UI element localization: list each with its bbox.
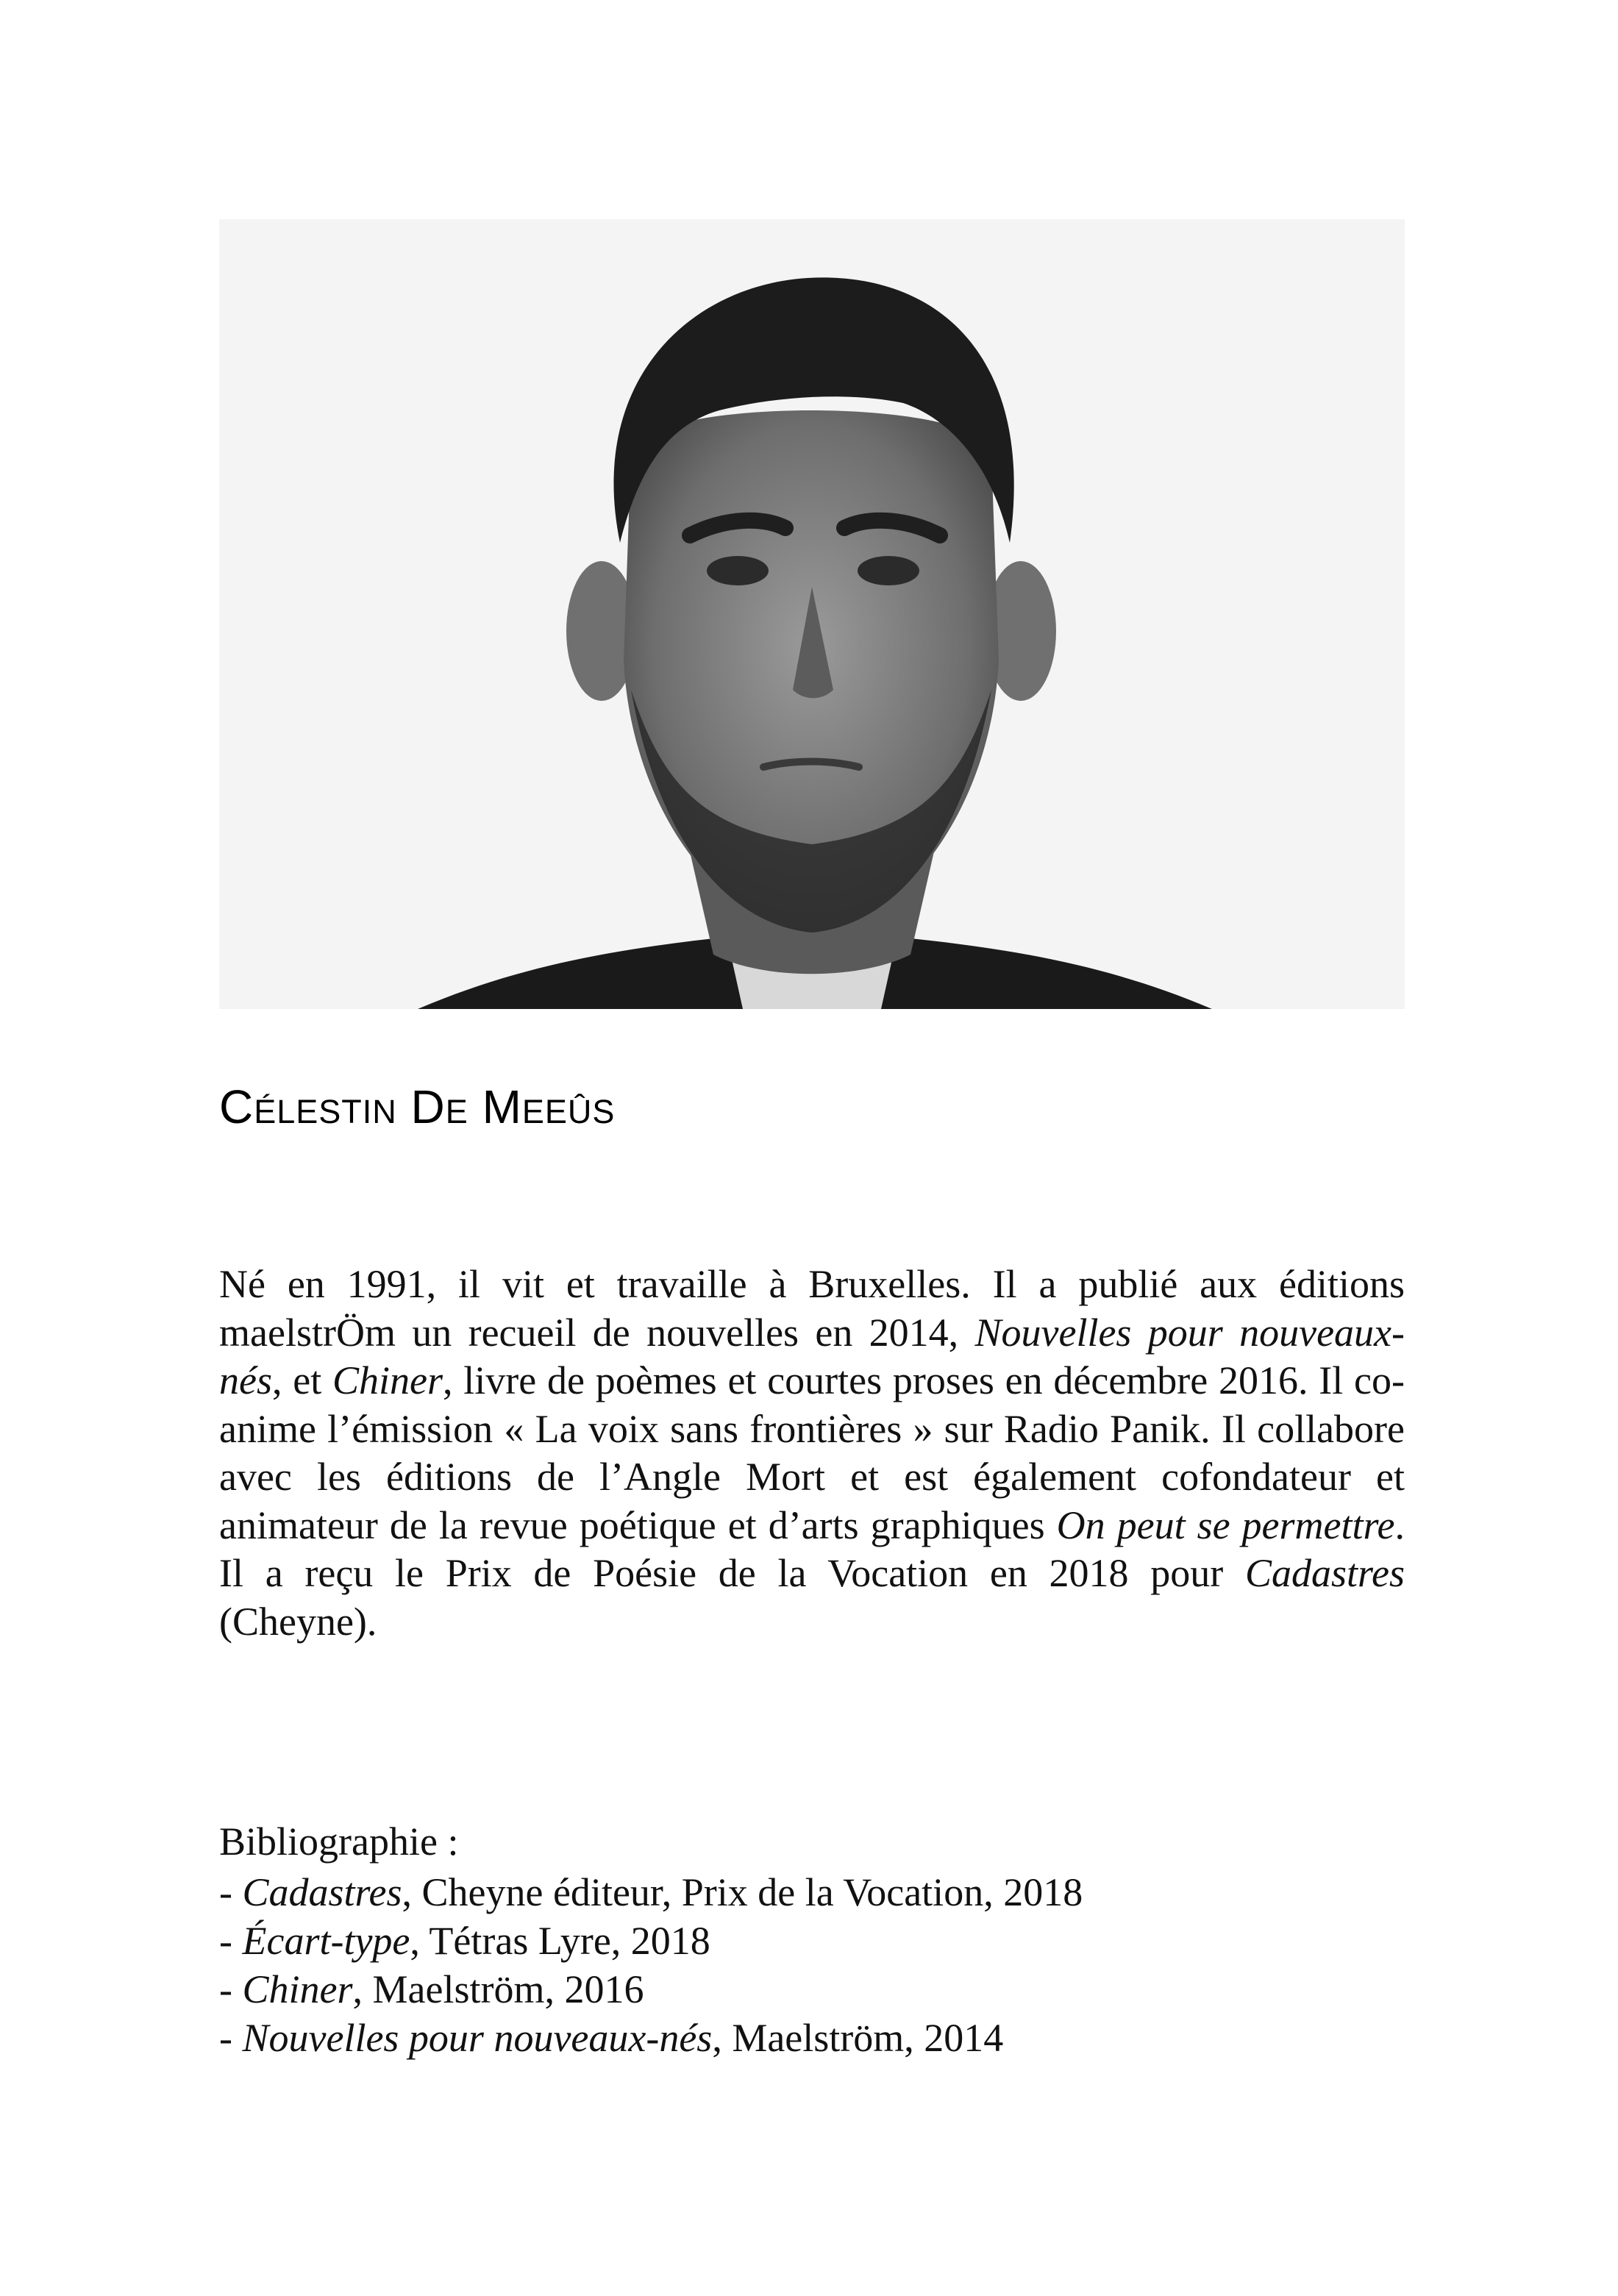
- bio-text: . Il a reçu le Prix de Poésie de la Vocation en 2018 pour: [219, 1502, 1405, 1595]
- bibliography-list: [219, 1868, 1083, 2062]
- bio-text: (Cheyne).: [219, 1599, 377, 1644]
- bibliography-item: [219, 1965, 1083, 2014]
- bibliography-item-details: , Cheyne éditeur, Prix de la Vocation, 2018: [402, 1870, 1083, 1914]
- bibliography-item-prefix: -: [219, 2016, 243, 2060]
- bio-title-nouvelles: Nouvelles pour nouveaux-nés: [219, 1310, 1405, 1402]
- bibliography-item-prefix: -: [219, 1967, 243, 2011]
- bibliography-item-details: , Maelström, 2016: [352, 1967, 644, 2011]
- bibliography-item: [219, 2014, 1083, 2062]
- bibliography-item: [219, 1917, 1083, 1965]
- author-biography: [219, 1261, 1405, 1646]
- bibliography-item-title: Nouvelles pour nouveaux-nés: [242, 2016, 713, 2060]
- author-portrait-photo: [219, 219, 1405, 1009]
- bio-title-on-peut: On peut se permettre: [1056, 1502, 1395, 1547]
- bio-text: , et: [271, 1358, 332, 1402]
- bio-title-cadastres: Cadastres: [1244, 1551, 1405, 1595]
- author-name: Célestin De Meeûs: [219, 1080, 616, 1133]
- bibliography-item-prefix: -: [219, 1870, 243, 1914]
- bibliography-item-title: Écart-type: [242, 1919, 410, 1963]
- bibliography-item-prefix: -: [219, 1919, 243, 1963]
- bibliography-item-title: Chiner: [242, 1967, 353, 2011]
- bibliography-item: [219, 1868, 1083, 1917]
- bio-text: Né en 1991, il vit et travaille à Bruxelles. Il a publié aux éditions maelstrÖm un recueil de nouvelles en 2014,: [219, 1262, 1405, 1355]
- bio-title-chiner: Chiner: [332, 1358, 443, 1402]
- bibliography-heading: Bibliographie :: [219, 1819, 459, 1864]
- bio-text: , livre de poèmes et courtes proses en décembre 2016. Il co-anime l’émission « La voix sans frontières » sur Radio Panik. Il collabore avec les éditions de l’Angle Mort et est également cofondateur et animateur de la revue poétique et d’arts graphiques: [219, 1358, 1405, 1547]
- bibliography-item-details: , Tétras Lyre, 2018: [410, 1919, 710, 1963]
- bibliography-item-title: Cadastres: [242, 1870, 402, 1914]
- portrait-icon: [219, 219, 1405, 1009]
- bibliography-item-details: , Maelström, 2014: [712, 2016, 1004, 2060]
